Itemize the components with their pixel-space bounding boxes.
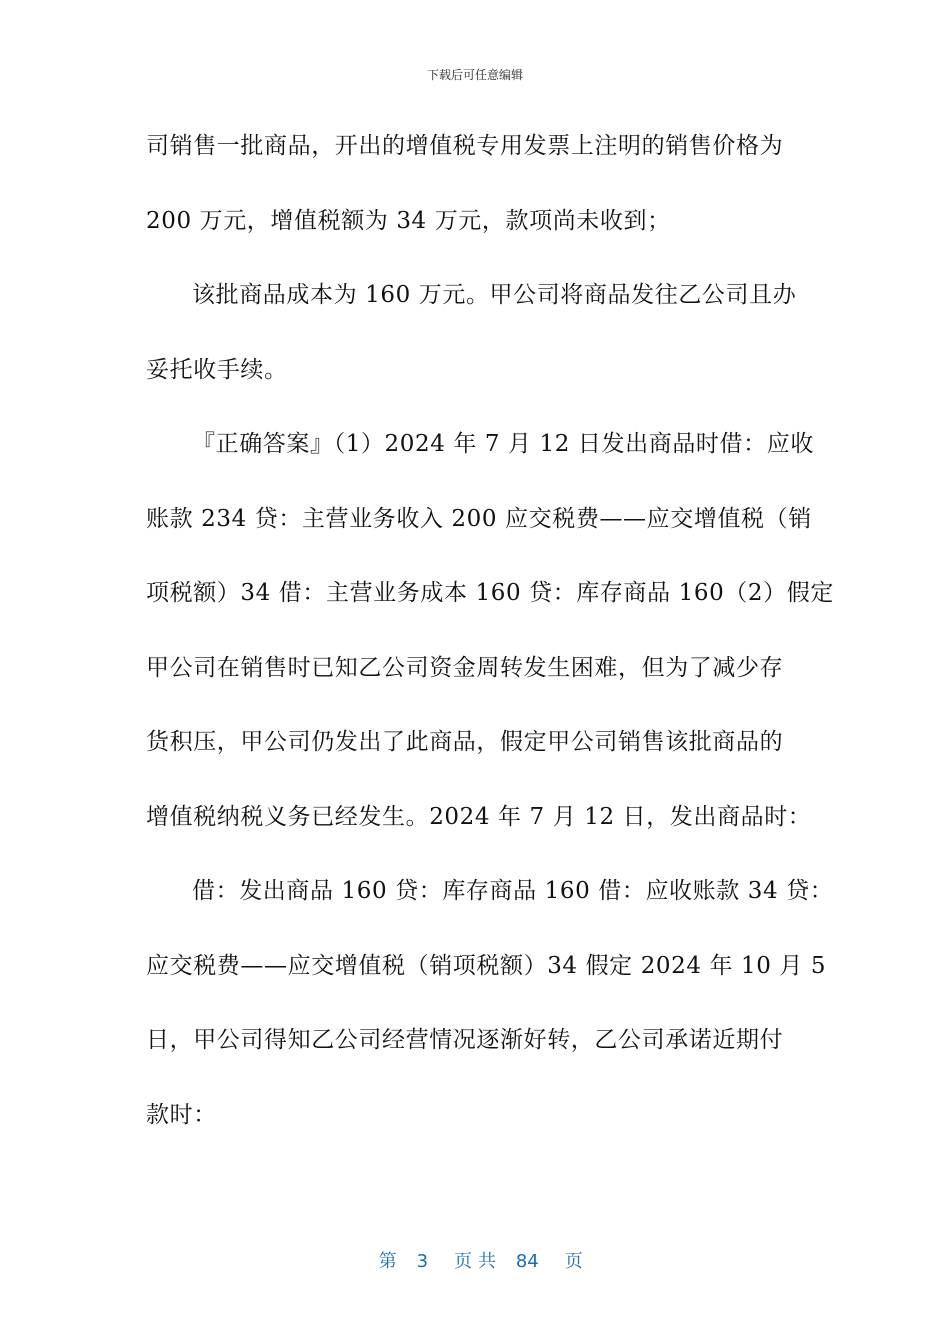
- text-line: 200 万元，增值税额为 34 万元，款项尚未收到；: [146, 207, 671, 234]
- text-line: 该批商品成本为 160 万元。甲公司将商品发往乙公司且办: [192, 282, 797, 308]
- text-line: 『正确答案』（1）2024 年 7 月 12 日发出商品时借：应收: [192, 431, 814, 457]
- footer-suffix: 页: [564, 1251, 583, 1272]
- text-line: 项税额）34 借：主营业务成本 160 贷：库存商品 160（2）假定: [146, 580, 834, 606]
- text-line: 增值税纳税义务已经发生。2024 年 7 月 12 日，发出商品时：: [146, 803, 812, 830]
- text-line: 日，甲公司得知乙公司经营情况逐渐好转，乙公司承诺近期付: [146, 1027, 784, 1053]
- text-line: 借：发出商品 160 贷：库存商品 160 借：应收账款 34 贷：: [192, 878, 834, 904]
- total-pages-number: 84: [515, 1251, 539, 1272]
- text-line: 账款 234 贷：主营业务收入 200 应交税费——应交增值税（销: [146, 505, 812, 532]
- footer-middle: 页 共: [454, 1251, 496, 1272]
- text-line: 司销售一批商品，开出的增值税专用发票上注明的销售价格为: [146, 133, 784, 159]
- text-line: 货积压，甲公司仍发出了此商品，假定甲公司销售该批商品的: [146, 729, 784, 755]
- text-line: 应交税费——应交增值税（销项税额）34 假定 2024 年 10 月 5: [146, 952, 827, 979]
- text-line: 款时：: [146, 1101, 217, 1128]
- page-header-note: 下载后可任意编辑: [426, 68, 523, 82]
- text-line: 甲公司在销售时已知乙公司资金周转发生困难，但为了减少存: [146, 654, 784, 681]
- footer-prefix: 第: [378, 1251, 397, 1272]
- text-line: 妥托收手续。: [146, 356, 288, 383]
- current-page-number: 3: [416, 1251, 429, 1272]
- document-body: [146, 124, 834, 1167]
- page-footer: [0, 1226, 950, 1273]
